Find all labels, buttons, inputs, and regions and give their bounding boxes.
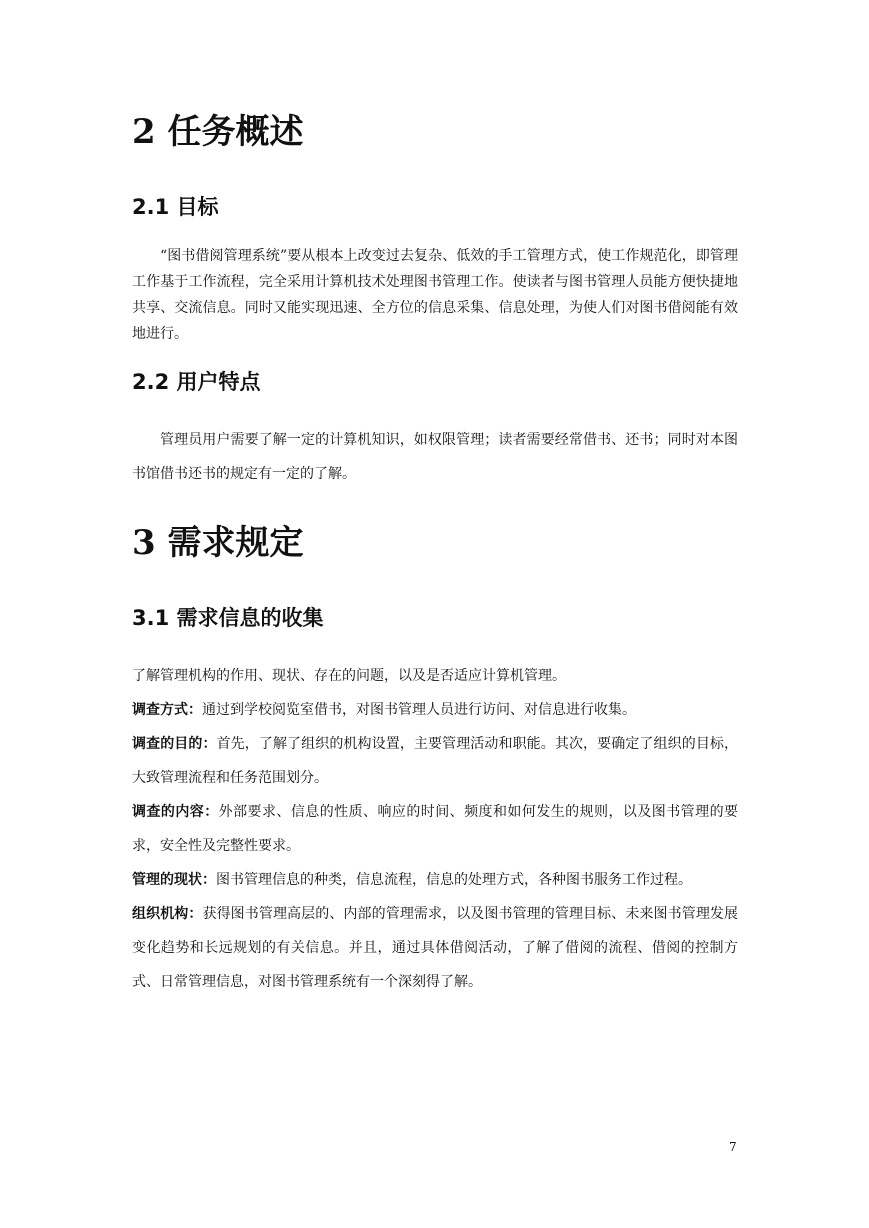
item-label: 组织机构： <box>132 906 203 922</box>
subsection-heading-3-1: 3.1 需求信息的收集 <box>132 606 324 630</box>
paragraph-user-traits: 管理员用户需要了解一定的计算机知识，如权限管理；读者需要经常借书、还书；同时对本图书馆借书还书的规定有一定的了解。 <box>132 432 738 482</box>
list-item-survey-method <box>132 693 738 727</box>
item-text: 通过到学校阅览室借书，对图书管理人员进行访问、对信息进行收集。 <box>202 702 636 718</box>
subsection-heading-2-2: 2.2 用户特点 <box>132 370 261 394</box>
item-text: 外部要求、信息的性质、响应的时间、频度和如何发生的规则，以及图书管理的要求，安全性及完整性要求。 <box>132 804 739 854</box>
item-text: 首先，了解了组织的机构设置，主要管理活动和职能。其次，要确定了组织的目标，大致管理流程和任务范围划分。 <box>132 736 739 786</box>
section-heading-3: 3 需求规定 <box>132 523 304 563</box>
item-label: 调查方式： <box>132 702 202 718</box>
paragraph-goal: “图书借阅管理系统”要从根本上改变过去复杂、低效的手工管理方式，使工作规范化，即管理工作基于工作流程，完全采用计算机技术处理图书管理工作。使读者与图书管理人员能方便快捷地共享、交流信息。同时又能实现迅速、全方位的信息采集、信息处理，为使人们对图书借阅能有效地进行。 <box>132 248 738 342</box>
item-text: 图书管理信息的种类，信息流程，信息的处理方式，各种图书服务工作过程。 <box>216 872 692 888</box>
list-item-survey-purpose <box>132 727 738 795</box>
item-label: 调查的目的： <box>132 736 217 752</box>
list-item-management-status <box>132 863 738 897</box>
item-text: 获得图书管理高层的、内部的管理需求，以及图书管理的管理目标、未来图书管理发展变化趋势和长远规划的有关信息。并且，通过具体借阅活动，了解了借阅的流程、借阅的控制方式、日常管理信息，对图书管理系统有一个深刻得了解。 <box>132 906 739 990</box>
list-item-survey-content <box>132 795 738 863</box>
item-label: 管理的现状： <box>132 872 216 888</box>
subsection-heading-2-1: 2.1 目标 <box>132 195 219 219</box>
item-label: 调查的内容： <box>132 804 219 820</box>
page-number: 7 <box>729 1140 737 1154</box>
section-heading-2: 2 任务概述 <box>132 112 304 152</box>
paragraph-intro: 了解管理机构的作用、现状、存在的问题，以及是否适应计算机管理。 <box>132 668 566 684</box>
list-item-organization <box>132 897 738 999</box>
